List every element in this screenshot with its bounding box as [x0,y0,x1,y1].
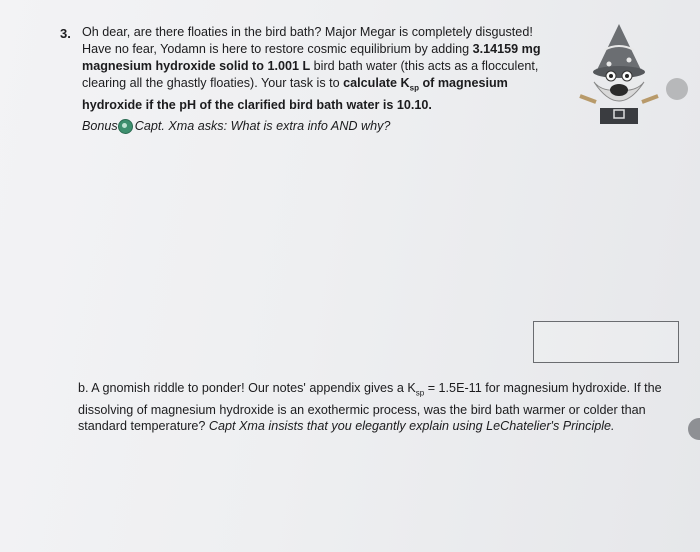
mass-value: 3.14159 mg [472,42,541,56]
bonus-text: Capt. Xma asks: What is extra info AND why? [134,119,391,133]
bonus-line [82,118,390,135]
decorative-circle [666,78,688,100]
question-text: Oh dear, are there floaties in the bird bath? Major Megar is completely disgusted! Have no fear, Yodamn is here to restore cosmic equilibrium by adding 3.14159 mg magnesium hydroxide solid to 1.001 L bird bath water (this acts as a flocculent, clearing all the ghastly floaties). Your task is to calculate $K_{sp}$ of magnesium hydroxide if the pH of the clarified bird bath water is 10.10. [82,25,541,112]
lechatelier-instruction: Capt Xma insists that you elegantly explain using LeChatelier's Principle. [208,418,615,433]
bonus-icon [118,119,133,134]
question-number: 3. [60,26,71,41]
task-ksp: calculate $K_{sp}$ [343,76,419,93]
decorative-circle-edge [688,418,700,440]
answer-box[interactable] [533,321,679,363]
task-rest: of magnesium hydroxide if the pH of the clarified bird bath water is 10.10. [82,76,508,112]
part-b-text: b. A gnomish riddle to ponder! Our notes' appendix gives a $K_{sp} = 1.5E-11$ for magnesium hydroxide. If the dissolving of magnesium hydroxide is an exothermic process, was the bird bath warmer or colder than standard temperature? Capt Xma insists that you elegantly explain using LeChatelier's Principle. [78,381,662,433]
solid-volume: magnesium hydroxide solid to 1.001 L [82,59,311,73]
gnome-icon [574,20,664,130]
bonus-label: Bonus [82,119,118,133]
